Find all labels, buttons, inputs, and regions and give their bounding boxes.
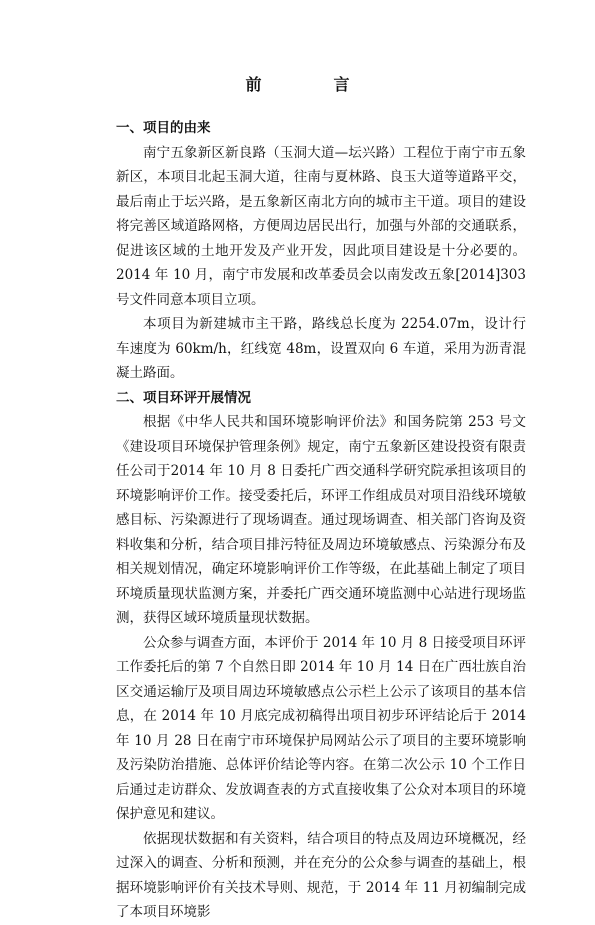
paragraph: 南宁五象新区新良路（玉洞大道—坛兴路）工程位于南宁市五象新区，本项目北起玉洞大道，往南与夏林路、良玉大道等道路平交，最后南止于坛兴路，是五象新区南北方向的城市主干道。项目的建设将完善区域道路网格，方便周边居民出行，加强与外部的交通联系，促进该区域的土地开发及产业开发，因此项目建设是十分必要的。2014 年 10 月，南宁市发展和改革委员会以南发改五象[2014]303 号文件同意本项目立项。 (116, 144, 526, 308)
paragraph: 本项目为新建城市主干路，路线总长度为 2254.07m，设计行车速度为 60km/h，红线宽 48m，设置双向 6 车道，采用为沥青混凝土路面。 (116, 316, 526, 381)
paragraph: 根据《中华人民共和国环境影响评价法》和国务院第 253 号文《建设项目环境保护管理条例》规定，南宁五象新区建设投资有限责任公司于2014 年 10 月 8 日委托广西交通科学研究院承担该项目的环境影响评价工作。接受委托后，环评工作组成员对项目沿线环境敏感目标、污染源进行了现场调查。通过现场调查、相关部门咨询及资料收集和分析，结合项目排污特征及周边环境敏感点、污染源分布及相关规划情况，确定环境影响评价工作等级，在此基础上制定了项目环境质量现状监测方案，并委托广西交通环境监测中心站进行现场监测，获得区域环境质量现状数据。 (116, 414, 526, 626)
document-body (116, 116, 526, 925)
paragraph: 依据现状数据和有关资料，结合项目的特点及周边环境概况，经过深入的调查、分析和预测，并在充分的公众参与调查的基础上，根据环境影响评价有关技术导则、规范，于 2014 年 11 月初编制完成了本项目环境影 (116, 830, 526, 920)
section-heading-eia-progress: 二、项目环评开展情况 (116, 389, 251, 406)
page-title: 前 言 (245, 75, 378, 94)
paragraph: 公众参与调查方面，本评价于 2014 年 10 月 8 日接受项目环评工作委托后的第 7 个自然日即 2014 年 10 月 14 日在广西壮族自治区交通运输厅及项目周边环境敏感点公示栏上公示了该项目的基本信息，在 2014 年 10 月底完成初稿得出项目初步环评结论后于 2014 年 10 月 28 日在南宁市环境保护局网站公示了项目的主要环境影响及污染防治措施、总体评价结论等内容。在第二次公示 10 个工作日后通过走访群众、发放调查表的方式直接收集了公众对本项目的环境保护意见和建议。 (116, 634, 526, 822)
section-heading-origin: 一、项目的由来 (116, 120, 211, 136)
